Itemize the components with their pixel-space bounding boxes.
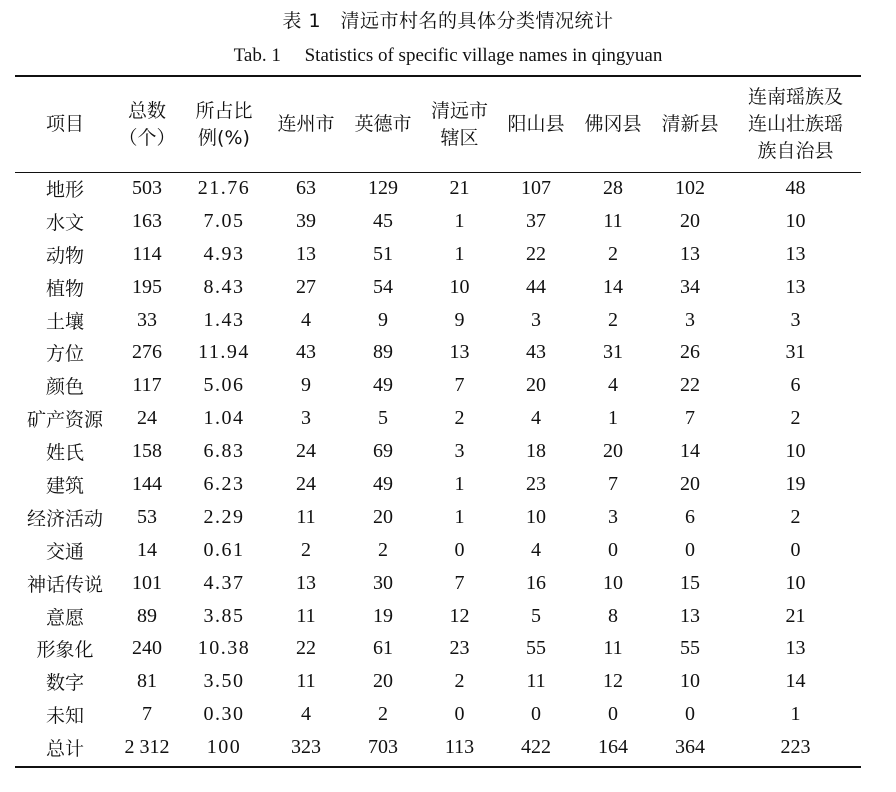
header-qingxin: 清新县	[661, 113, 719, 135]
value-cell: 24	[296, 472, 316, 495]
value-cell: 21	[449, 176, 470, 199]
value-cell: 45	[373, 209, 393, 232]
table-row	[15, 238, 861, 271]
header-lianzhou: 连州市	[277, 113, 335, 135]
value-cell: 0	[608, 703, 618, 726]
value-cell: 7	[454, 374, 465, 397]
value-cell: 13	[680, 242, 700, 265]
value-cell: 2	[378, 538, 388, 561]
value-cell: 4	[531, 538, 541, 561]
value-cell: 43	[526, 341, 546, 364]
table-row	[15, 402, 861, 435]
table-caption-chinese: 表 1 清远市村名的具体分类情况统计	[282, 10, 614, 32]
value-cell: 3	[685, 308, 695, 331]
value-cell: 163	[132, 209, 162, 232]
value-cell: 9	[301, 374, 311, 397]
table-row	[15, 172, 861, 205]
value-cell: 703	[368, 736, 398, 759]
value-cell: 31	[785, 341, 806, 364]
value-cell: 54	[373, 275, 393, 298]
value-cell: 3	[454, 440, 465, 463]
value-cell: 7	[142, 703, 152, 726]
value-cell: 11	[526, 670, 546, 693]
value-cell: 0	[531, 703, 541, 726]
value-cell: 69	[373, 440, 393, 463]
value-cell: 12	[449, 604, 470, 627]
value-cell: 323	[291, 736, 321, 759]
value-cell: 14	[603, 275, 623, 298]
value-cell: 53	[137, 505, 157, 528]
table-row	[15, 336, 861, 369]
value-cell: 4	[531, 407, 541, 430]
value-cell: 20	[373, 505, 393, 528]
value-cell: 3.50	[203, 670, 245, 693]
value-cell: 11	[603, 209, 623, 232]
value-cell: 24	[137, 407, 157, 430]
category-cell: 意愿	[45, 606, 84, 629]
value-cell: 4	[301, 703, 311, 726]
value-cell: 28	[603, 176, 623, 199]
value-cell: 1	[454, 472, 465, 495]
value-cell: 43	[296, 341, 316, 364]
category-cell: 矿产资源	[26, 409, 103, 432]
value-cell: 20	[526, 374, 546, 397]
header-item: 项目	[45, 113, 84, 135]
value-cell: 44	[526, 275, 546, 298]
value-cell: 117	[132, 374, 162, 397]
value-cell: 22	[296, 637, 316, 660]
table-row	[15, 369, 861, 402]
value-cell: 20	[373, 670, 393, 693]
category-cell: 方位	[45, 343, 84, 366]
category-cell: 未知	[45, 705, 84, 728]
value-cell: 12	[603, 670, 623, 693]
category-cell: 地形	[45, 178, 84, 201]
value-cell: 223	[780, 736, 811, 759]
value-cell: 0.30	[203, 703, 245, 726]
value-cell: 3.85	[203, 604, 245, 627]
value-cell: 100	[206, 736, 242, 759]
value-cell: 14	[785, 670, 806, 693]
value-cell: 31	[603, 341, 623, 364]
value-cell: 2 312	[124, 736, 170, 759]
value-cell: 49	[373, 472, 393, 495]
table-row	[15, 567, 861, 600]
table-row	[15, 468, 861, 501]
value-cell: 10	[680, 670, 700, 693]
value-cell: 195	[132, 275, 162, 298]
value-cell: 16	[526, 571, 546, 594]
value-cell: 164	[598, 736, 628, 759]
value-cell: 2	[608, 308, 618, 331]
value-cell: 5.06	[203, 374, 245, 397]
value-cell: 276	[132, 341, 162, 364]
category-cell: 交通	[45, 540, 84, 563]
value-cell: 55	[680, 637, 700, 660]
value-cell: 8	[608, 604, 618, 627]
table-row	[15, 632, 861, 665]
value-cell: 48	[785, 176, 806, 199]
category-cell: 水文	[45, 211, 84, 234]
table-row	[15, 304, 861, 337]
value-cell: 3	[608, 505, 618, 528]
value-cell: 2	[454, 670, 465, 693]
value-cell: 2	[790, 505, 801, 528]
value-cell: 13	[785, 275, 806, 298]
table-header-row	[15, 77, 861, 172]
value-cell: 11	[296, 670, 316, 693]
value-cell: 6.83	[203, 440, 245, 463]
value-cell: 19	[785, 472, 806, 495]
value-cell: 11	[296, 604, 316, 627]
header-yangshan: 阳山县	[507, 113, 565, 135]
value-cell: 18	[526, 440, 546, 463]
table-row	[15, 501, 861, 534]
value-cell: 4.37	[203, 571, 245, 594]
value-cell: 61	[373, 637, 393, 660]
value-cell: 1	[454, 505, 465, 528]
value-cell: 3	[790, 308, 801, 331]
category-cell: 姓氏	[45, 442, 84, 465]
value-cell: 10	[526, 505, 546, 528]
value-cell: 19	[373, 604, 393, 627]
value-cell: 8.43	[203, 275, 245, 298]
value-cell: 1	[608, 407, 618, 430]
value-cell: 503	[132, 176, 162, 199]
value-cell: 10	[785, 209, 806, 232]
value-cell: 23	[526, 472, 546, 495]
table-row	[15, 600, 861, 633]
value-cell: 2	[378, 703, 388, 726]
value-cell: 0	[685, 538, 695, 561]
value-cell: 240	[132, 637, 162, 660]
value-cell: 364	[675, 736, 705, 759]
value-cell: 9	[454, 308, 465, 331]
value-cell: 6	[790, 374, 801, 397]
table-row	[15, 665, 861, 698]
category-cell: 神话传说	[26, 573, 103, 596]
table-body	[15, 172, 861, 764]
value-cell: 4	[608, 374, 618, 397]
value-cell: 20	[603, 440, 623, 463]
value-cell: 89	[137, 604, 157, 627]
value-cell: 0	[608, 538, 618, 561]
value-cell: 2	[608, 242, 618, 265]
value-cell: 1.04	[203, 407, 245, 430]
value-cell: 2.29	[203, 505, 245, 528]
value-cell: 10	[603, 571, 623, 594]
value-cell: 55	[526, 637, 546, 660]
value-cell: 26	[680, 341, 700, 364]
value-cell: 101	[132, 571, 162, 594]
value-cell: 158	[132, 440, 162, 463]
value-cell: 1	[790, 703, 801, 726]
value-cell: 0	[685, 703, 695, 726]
value-cell: 1	[454, 209, 465, 232]
value-cell: 27	[296, 275, 316, 298]
category-cell: 经济活动	[26, 507, 103, 530]
category-cell: 总计	[45, 738, 84, 761]
value-cell: 1	[454, 242, 465, 265]
value-cell: 2	[301, 538, 311, 561]
value-cell: 5	[378, 407, 388, 430]
value-cell: 10.38	[197, 637, 251, 660]
value-cell: 6	[685, 505, 695, 528]
value-cell: 23	[449, 637, 470, 660]
header-percentage: 所占比 例(%)	[195, 99, 253, 149]
village-name-statistics-table	[15, 77, 861, 764]
table-row	[15, 731, 861, 764]
value-cell: 0	[454, 703, 465, 726]
value-cell: 11.94	[198, 341, 250, 364]
value-cell: 10	[785, 440, 806, 463]
value-cell: 13	[296, 242, 316, 265]
value-cell: 22	[680, 374, 700, 397]
value-cell: 3	[301, 407, 311, 430]
table-row	[15, 271, 861, 304]
value-cell: 39	[296, 209, 316, 232]
value-cell: 63	[296, 176, 316, 199]
table-row	[15, 205, 861, 238]
value-cell: 0	[790, 538, 801, 561]
value-cell: 7	[608, 472, 618, 495]
value-cell: 13	[296, 571, 316, 594]
header-liannan-lianshan: 连南瑶族及 连山壮族瑶 族自治县	[747, 86, 843, 162]
value-cell: 13	[785, 637, 806, 660]
value-cell: 51	[373, 242, 393, 265]
value-cell: 37	[526, 209, 546, 232]
header-qingyuan-district: 清远市 辖区	[430, 99, 488, 149]
category-cell: 植物	[45, 277, 84, 300]
value-cell: 0.61	[203, 538, 245, 561]
header-total-count: 总数 （个）	[118, 99, 176, 149]
value-cell: 13	[449, 341, 470, 364]
value-cell: 21.76	[197, 176, 251, 199]
category-cell: 数字	[45, 672, 84, 695]
value-cell: 422	[521, 736, 551, 759]
value-cell: 114	[132, 242, 162, 265]
value-cell: 3	[531, 308, 541, 331]
value-cell: 6.23	[203, 472, 245, 495]
value-cell: 102	[675, 176, 705, 199]
value-cell: 13	[680, 604, 700, 627]
value-cell: 20	[680, 209, 700, 232]
category-cell: 颜色	[45, 376, 84, 399]
table-row	[15, 534, 861, 567]
value-cell: 2	[454, 407, 465, 430]
value-cell: 113	[444, 736, 475, 759]
value-cell: 10	[449, 275, 470, 298]
value-cell: 89	[373, 341, 393, 364]
value-cell: 4.93	[203, 242, 245, 265]
value-cell: 13	[785, 242, 806, 265]
value-cell: 10	[785, 571, 806, 594]
value-cell: 129	[368, 176, 398, 199]
value-cell: 14	[137, 538, 157, 561]
value-cell: 11	[603, 637, 623, 660]
value-cell: 34	[680, 275, 700, 298]
value-cell: 33	[137, 308, 157, 331]
value-cell: 14	[680, 440, 700, 463]
header-yingde: 英德市	[354, 113, 412, 135]
value-cell: 49	[373, 374, 393, 397]
value-cell: 5	[531, 604, 541, 627]
category-cell: 建筑	[45, 474, 84, 497]
value-cell: 22	[526, 242, 546, 265]
value-cell: 20	[680, 472, 700, 495]
value-cell: 81	[137, 670, 157, 693]
value-cell: 2	[790, 407, 801, 430]
value-cell: 0	[454, 538, 465, 561]
category-cell: 动物	[45, 244, 84, 267]
value-cell: 107	[521, 176, 551, 199]
value-cell: 7	[685, 407, 695, 430]
value-cell: 24	[296, 440, 316, 463]
table-row	[15, 698, 861, 731]
table-caption-english: Tab. 1 Statistics of specific village names in qingyuan	[233, 45, 663, 66]
value-cell: 11	[296, 505, 316, 528]
value-cell: 21	[785, 604, 806, 627]
category-cell: 土壤	[45, 310, 84, 333]
bottom-rule	[15, 766, 861, 768]
value-cell: 144	[132, 472, 162, 495]
table-row	[15, 435, 861, 468]
category-cell: 形象化	[36, 639, 94, 662]
value-cell: 1.43	[203, 308, 245, 331]
value-cell: 15	[680, 571, 700, 594]
value-cell: 7	[454, 571, 465, 594]
value-cell: 4	[301, 308, 311, 331]
value-cell: 30	[373, 571, 393, 594]
value-cell: 7.05	[203, 209, 245, 232]
value-cell: 9	[378, 308, 388, 331]
header-fogang: 佛冈县	[584, 113, 642, 135]
